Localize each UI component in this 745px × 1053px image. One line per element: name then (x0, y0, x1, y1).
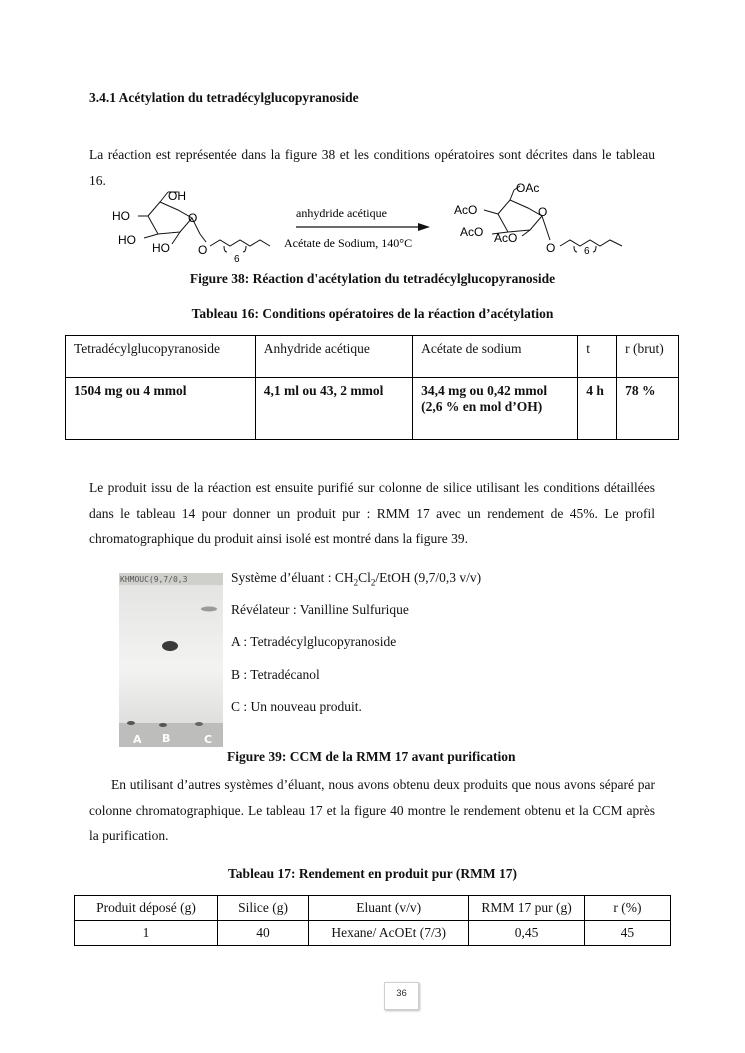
tlc-plate-photo (119, 573, 223, 747)
table16-caption: Tableau 16: Conditions opératoires de la réaction d’acétylation (191, 306, 554, 321)
table17-header: Produit déposé (g) (75, 896, 218, 921)
figure38-caption: Figure 38: Réaction d'acétylation du tetradécylglucopyranoside (189, 271, 556, 286)
reactant-ho-top: HO (112, 209, 130, 223)
legend-lane-b: B : Tetradécanol (231, 667, 320, 682)
product-aco-bottom: AcO (460, 225, 484, 239)
reaction-arrow-head (418, 223, 430, 231)
table17-cell: 1 (75, 921, 218, 946)
tlc-origin-b (159, 723, 167, 727)
table17-header: r (%) (584, 896, 670, 921)
product-ring-o: O (538, 205, 548, 219)
legend-eluent-sub: 2 (370, 577, 376, 588)
reagent-bottom-label: Acétate de Sodium, 140°C (284, 236, 413, 250)
table16 (65, 335, 679, 440)
legend-eluent (231, 570, 481, 588)
table17-cell: Hexane/ AcOEt (7/3) (309, 921, 469, 946)
lane-label-b: B (162, 732, 171, 745)
lane-label-c: C (204, 733, 213, 746)
table17-caption: Tableau 17: Rendement en produit pur (RMM 17) (228, 866, 517, 881)
section-heading: 3.4.1 Acétylation du tetradécylglucopyranoside (89, 90, 359, 105)
reaction-scheme (100, 180, 640, 268)
legend-lane-c: C : Un nouveau produit. (231, 699, 362, 714)
table17-cell: 40 (217, 921, 308, 946)
table17 (74, 895, 671, 946)
table16-header: r (brut) (617, 336, 679, 378)
lane-label-a: A (133, 733, 142, 746)
tlc-spot-b (162, 641, 178, 651)
table17-cell: 45 (584, 921, 670, 946)
table17-header: Silice (g) (217, 896, 308, 921)
plate-header-text: KHMOUC(9,7/0,3 (120, 575, 188, 584)
table17-cell: 0,45 (469, 921, 585, 946)
reactant-subscript: 6 (234, 254, 240, 265)
table16-header: Anhydride acétique (255, 336, 412, 378)
table17-header: RMM 17 pur (g) (469, 896, 585, 921)
table16-cell: 4,1 ml ou 43, 2 mmol (255, 378, 412, 440)
legend-eluent-sub: 2 (353, 577, 359, 588)
product-glyco-o: O (546, 241, 556, 255)
tlc-spot-c (201, 607, 217, 612)
figure39-caption: Figure 39: CCM de la RMM 17 avant purification (227, 749, 516, 764)
product-aco-top: AcO (454, 203, 478, 217)
table17-row (75, 921, 671, 946)
legend-eluent-prefix: Système d’éluant : CH (231, 570, 354, 585)
table16-cell-line: (2,6 % en mol d’OH) (421, 399, 543, 414)
page-number: 36 (384, 982, 419, 1010)
table16-cell (413, 378, 578, 440)
legend-revelateur: Révélateur : Vanilline Sulfurique (231, 602, 409, 617)
table16-cell: 1504 mg ou 4 mmol (66, 378, 256, 440)
legend-eluent-suffix: /EtOH (9,7/0,3 v/v) (375, 570, 482, 585)
legend-eluent-mid: Cl (358, 570, 371, 585)
reactant-ho-bottom: HO (118, 233, 136, 247)
tlc-origin-c (195, 722, 203, 726)
legend-lane-a: A : Tetradécylglucopyranoside (231, 634, 397, 649)
table16-header-row (66, 336, 679, 378)
table16-header: Acétate de sodium (413, 336, 578, 378)
table17-header: Eluant (v/v) (309, 896, 469, 921)
table17-header-row (75, 896, 671, 921)
product-subscript: 6 (584, 246, 590, 257)
table16-row (66, 378, 679, 440)
table16-header: t (578, 336, 617, 378)
reactant-glyco-o: O (198, 243, 208, 257)
purification-paragraph: Le produit issu de la réaction est ensuite purifié sur colonne de silice utilisant les conditions détaillées dans le tableau 14 pour donner un produit pur : RMM 17 avec un rendement de 45%. Le profil chromatographique du produit ainsi isolé est montré dans la figure 39. (89, 480, 655, 546)
table16-header: Tetradécylglucopyranoside (66, 336, 256, 378)
tlc-origin-a (127, 721, 135, 725)
reactant-ring-o: O (188, 211, 198, 225)
followup-paragraph: En utilisant d’autres systèmes d’éluant, nous avons obtenu deux produits que nous avons séparé par colonne chromatographique. Le tableau 17 et la figure 40 montre le rendement obtenu et la CCM après la purification. (89, 777, 655, 843)
product-aco-ring: AcO (494, 231, 518, 245)
reactant-oh-top: OH (168, 189, 186, 203)
intro-paragraph: La réaction est représentée dans la figure 38 et les conditions opératoires sont décrites dans le tableau 16. (89, 147, 655, 188)
table16-cell: 78 % (617, 378, 679, 440)
product-oac-top: OAc (516, 181, 540, 195)
table16-cell-line: 34,4 mg ou 0,42 mmol (421, 383, 548, 398)
table16-cell: 4 h (578, 378, 617, 440)
reagent-top-label: anhydride acétique (296, 206, 387, 220)
reactant-ho-ring: HO (152, 241, 170, 255)
